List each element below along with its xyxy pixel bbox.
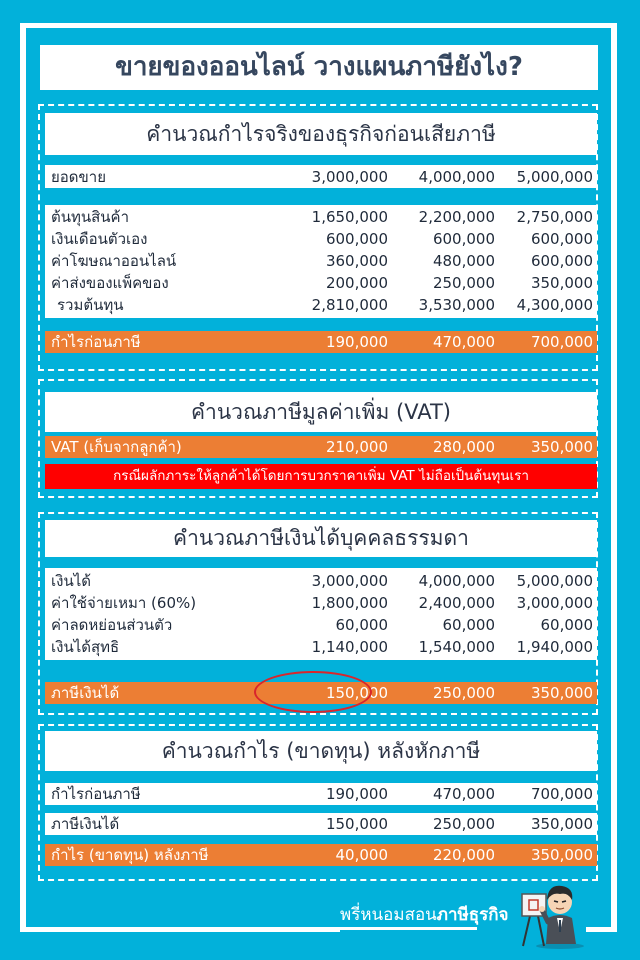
row-value: 200,000 <box>325 274 388 292</box>
row-value: 600,000 <box>325 230 388 248</box>
row-label: ภาษีเงินได้ <box>51 815 120 833</box>
table-row <box>45 783 597 805</box>
row-label: เงินได้สุทธิ <box>51 638 120 656</box>
row-value: 700,000 <box>530 333 593 351</box>
row-value: 210,000 <box>325 438 388 456</box>
row-value: 350,000 <box>530 846 593 864</box>
row-value: 60,000 <box>442 616 495 634</box>
row-value: 350,000 <box>530 815 593 833</box>
row-label: ค่าลดหย่อนส่วนตัว <box>51 616 173 634</box>
table-row-sales <box>45 165 597 188</box>
row-value: 4,000,000 <box>418 572 495 590</box>
row-value: 150,000 <box>325 815 388 833</box>
row-label: ภาษีเงินได้ <box>51 684 120 702</box>
table-row <box>45 636 597 658</box>
profit-section-heading: คำนวณกำไรจริงของธุรกิจก่อนเสียภาษี <box>45 113 597 155</box>
row-value: 1,140,000 <box>311 638 388 656</box>
row-value: 250,000 <box>432 815 495 833</box>
row-value: 470,000 <box>432 333 495 351</box>
row-value: 4,000,000 <box>418 167 495 186</box>
row-value: 280,000 <box>432 438 495 456</box>
row-value: 250,000 <box>432 684 495 702</box>
row-value: 350,000 <box>530 274 593 292</box>
page-title: ขายของออนไลน์ วางแผนภาษียังไง? <box>40 45 598 90</box>
brand-logo-text <box>340 901 509 928</box>
row-value: 150,000 <box>325 684 388 702</box>
row-value: 1,540,000 <box>418 638 495 656</box>
row-value: 700,000 <box>530 785 593 803</box>
row-value: 600,000 <box>530 230 593 248</box>
row-value: 2,200,000 <box>418 208 495 226</box>
row-label: กำไร (ขาดทุน) หลังภาษี <box>51 846 209 864</box>
table-row <box>45 228 597 250</box>
row-value: 470,000 <box>432 785 495 803</box>
table-row <box>45 570 597 592</box>
vat-section-heading: คำนวณภาษีมูลค่าเพิ่ม (VAT) <box>45 392 597 432</box>
row-value: 1,800,000 <box>311 594 388 612</box>
table-row <box>45 206 597 228</box>
table-row-profit-before-tax <box>45 331 597 353</box>
row-value: 190,000 <box>325 785 388 803</box>
row-label: กำไรก่อนภาษี <box>51 333 141 351</box>
row-value: 60,000 <box>335 616 388 634</box>
table-row <box>45 272 597 294</box>
row-value: 1,650,000 <box>311 208 388 226</box>
row-value: 2,400,000 <box>418 594 495 612</box>
brand-underline <box>340 927 477 930</box>
highlight-circle <box>254 671 372 713</box>
income-tax-section-heading: คำนวณภาษีเงินได้บุคคลธรรมดา <box>45 520 597 557</box>
row-value: 3,000,000 <box>516 594 593 612</box>
row-value: 3,000,000 <box>311 572 388 590</box>
row-label: VAT (เก็บจากลูกค้า) <box>51 438 182 456</box>
row-value: 220,000 <box>432 846 495 864</box>
table-row-vat <box>45 436 597 458</box>
table-row <box>45 592 597 614</box>
after-tax-section-heading: คำนวณกำไร (ขาดทุน) หลังหักภาษี <box>45 731 597 771</box>
row-label: ค่าโฆษณาออนไลน์ <box>51 252 177 270</box>
row-label: ค่าส่งของแพ็คของ <box>51 274 169 292</box>
presenter-mascot-icon <box>520 876 590 950</box>
table-row <box>45 250 597 272</box>
frame-left-border <box>20 23 26 932</box>
row-value: 5,000,000 <box>516 167 593 186</box>
row-label: ค่าใช้จ่ายเหมา (60%) <box>51 594 197 612</box>
row-value: 350,000 <box>530 438 593 456</box>
row-label: รวมต้นทุน <box>57 296 124 314</box>
row-value: 5,000,000 <box>516 572 593 590</box>
row-value: 600,000 <box>530 252 593 270</box>
row-value: 1,940,000 <box>516 638 593 656</box>
row-value: 4,300,000 <box>516 296 593 314</box>
row-value: 2,810,000 <box>311 296 388 314</box>
row-value: 600,000 <box>432 230 495 248</box>
frame-top-border <box>20 23 617 28</box>
row-label: กำไรก่อนภาษี <box>51 785 141 803</box>
row-value: 250,000 <box>432 274 495 292</box>
row-value: 3,000,000 <box>311 167 388 186</box>
table-row <box>45 813 597 835</box>
row-value: 190,000 <box>325 333 388 351</box>
brand-bold: ภาษีธุรกิจ <box>436 905 509 925</box>
table-row-total-cost <box>45 294 597 316</box>
row-value: 2,750,000 <box>516 208 593 226</box>
table-row-profit-after-tax <box>45 844 597 866</box>
row-value: 3,530,000 <box>418 296 495 314</box>
row-label: ยอดขาย <box>51 167 107 186</box>
row-label: เงินเดือนตัวเอง <box>51 230 148 248</box>
row-value: 350,000 <box>530 684 593 702</box>
frame-right-border <box>611 23 617 932</box>
vat-note-banner: กรณีผลักภาระให้ลูกค้าได้โดยการบวกราคาเพิ่ม VAT ไม่ถือเป็นต้นทุนเรา <box>45 464 597 489</box>
row-label: ต้นทุนสินค้า <box>51 208 130 226</box>
row-value: 40,000 <box>335 846 388 864</box>
brand-prefix: พรี่หนอมสอน <box>340 905 437 925</box>
frame-bottom-border-right <box>586 927 617 932</box>
row-label: เงินได้ <box>51 572 91 590</box>
table-row <box>45 614 597 636</box>
row-value: 60,000 <box>540 616 593 634</box>
frame-bottom-border-left <box>20 927 340 932</box>
row-value: 480,000 <box>432 252 495 270</box>
row-value: 360,000 <box>325 252 388 270</box>
